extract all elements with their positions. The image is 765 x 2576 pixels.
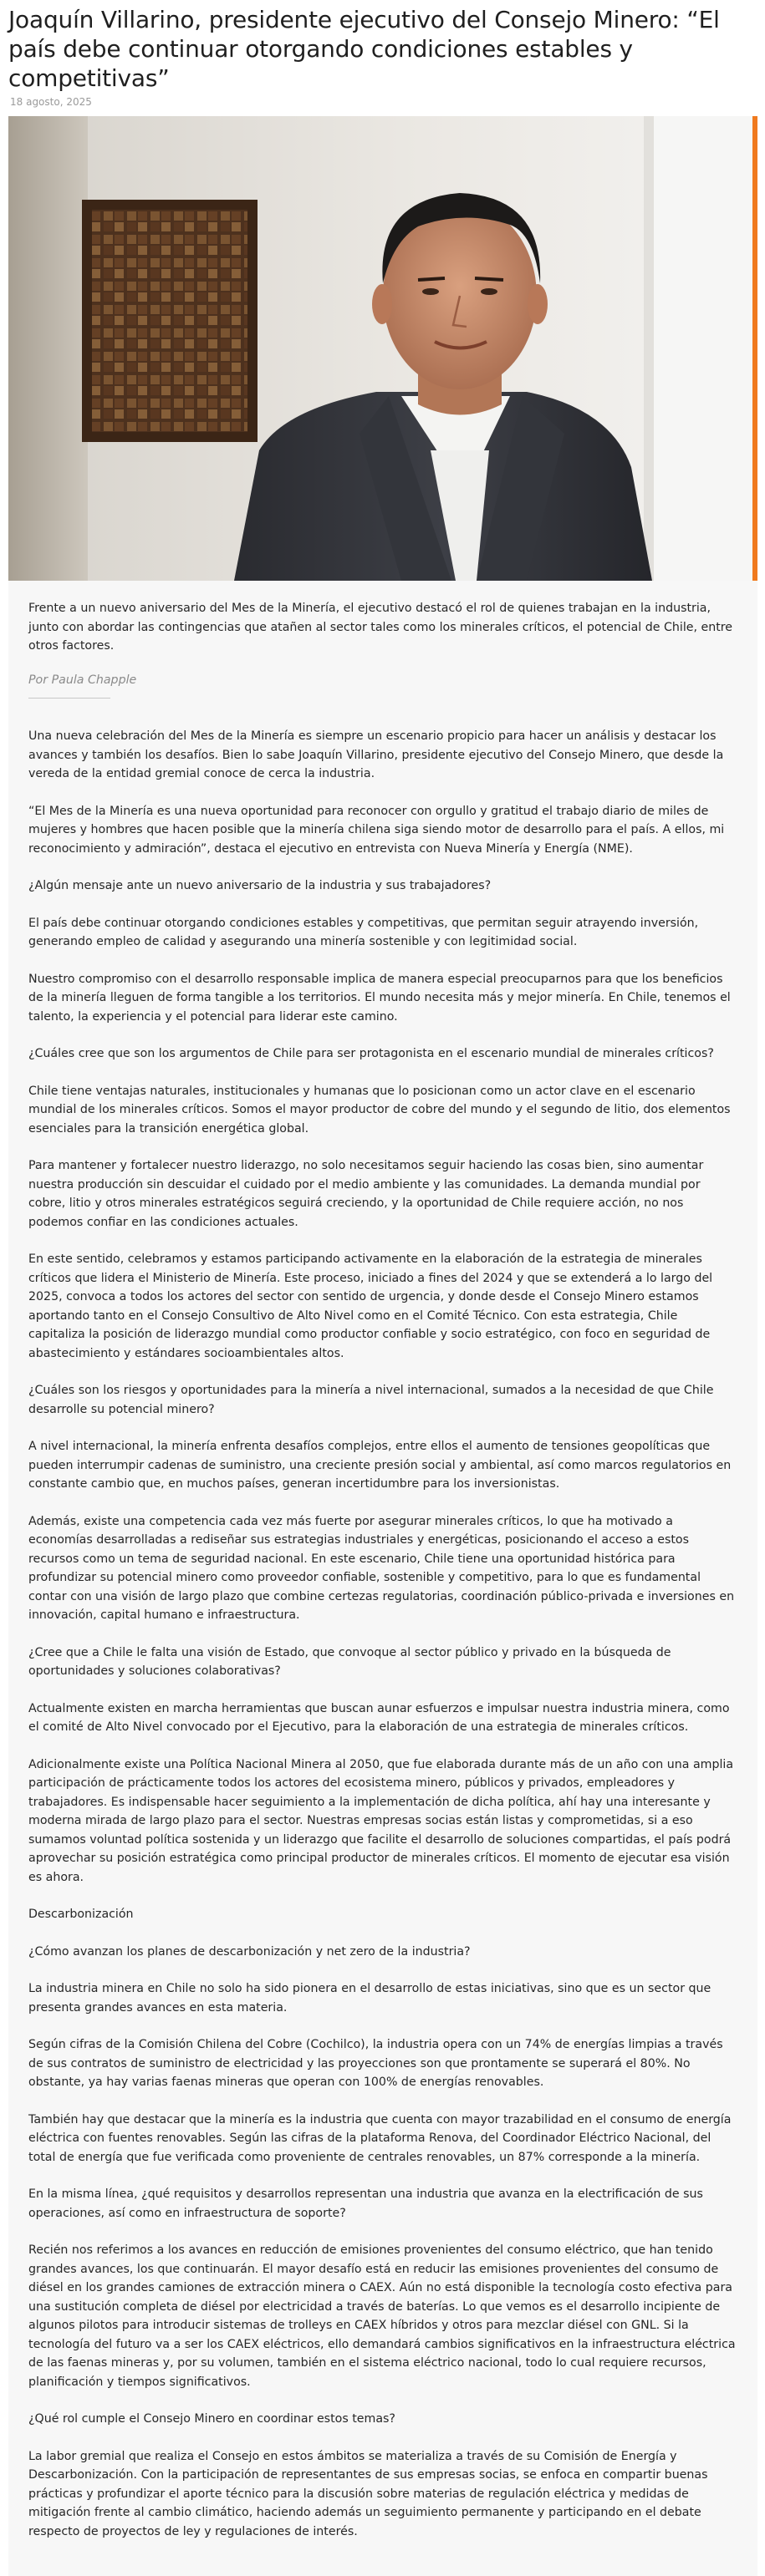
article-date: 18 agosto, 2025 [10,96,92,108]
paragraph: Nuestro compromiso con el desarrollo responsable implica de manera especial preocuparnos para que los beneficios de la minería lleguen de forma tangible a los territorios. El mundo necesita más y mejor minería. En Chile, tenemos el talento, la experiencia y el potencial para liderar este camino. [28,972,731,1024]
paragraph: La industria minera en Chile no solo ha sido pionera en el desarrollo de estas iniciativas, sino que es un sector que presenta grandes avances en esta materia. [28,1982,711,2015]
question: ¿Qué rol cumple el Consejo Minero en coordinar estos temas? [28,2412,395,2426]
question: ¿Cree que a Chile le falta una visión de Estado, que convoque al sector público y privado en la búsqueda de oportunidades y soluciones colaborativas? [28,1645,671,1678]
paragraph: “El Mes de la Minería es una nueva oportunidad para reconocer con orgullo y gratitud el trabajo diario de miles de mujeres y hombres que hacen posible que la minería chilena siga siendo motor de desarrollo para el país. A ellos, mi reconocimiento y admiración”, destaca el ejecutivo en entrevista con Nueva Minería y Energía (NME). [28,804,725,856]
paragraph: Recién nos referimos a los avances en reducción de emisiones provenientes del consumo eléctrico, que han tenido grandes avances, los que continuarán. El mayor desafío está en reducir las emisiones provenientes del consumo de diésel en los grandes camiones de extracción minera o CAEX. Aún no está disponible la tecnología costo efectiva para una sustitución completa de diésel por electricidad a través de baterías. Lo que vemos es el desarrollo incipiente de algunos pilotos para introducir sistemas de trolleys en CAEX híbridos y otros para mezclar diésel con GNL. Si la tecnología del futuro va a ser los CAEX eléctricos, ello demandará cambios significativos en la infraestructura eléctrica de las faenas mineras y, por su volumen, también en el sistema eléctrico nacional, todo lo cual requiere recursos, planificación y tiempos significativos. [28,2243,736,2389]
article-byline: Por Paula Chapple [28,673,137,687]
paragraph: También hay que destacar que la minería es la industria que cuenta con mayor trazabilidad en el consumo de energía eléctrica con fuentes renovables. Según las cifras de la plataforma Renova, del Coordinador Eléctrico Nacional, del total de energía que fue verificada como proveniente de centrales renovables, un 87% corresponde a la minería. [28,2112,732,2164]
question: En la misma línea, ¿qué requisitos y desarrollos representan una industria que avanza en la electrificación de sus operaciones, así como en infraestructura de soporte? [28,2187,703,2220]
accent-bar [752,116,757,581]
question: ¿Cuáles son los riesgos y oportunidades para la minería a nivel internacional, sumados a la necesidad de que Chile desarrolle su potencial minero? [28,1384,714,1416]
article-lead: Frente a un nuevo aniversario del Mes de la Minería, el ejecutivo destacó el rol de quienes trabajan en la industria, junto con abordar las contingencias que atañen al sector tales como los minerales críticos, el potencial de Chile, entre otros factores. [28,602,733,653]
paragraph: A nivel internacional, la minería enfrenta desafíos complejos, entre ellos el aumento de tensiones geopolíticas que pueden interrumpir cadenas de suministro, una creciente presión social y ambiental, así como marcos regulatorios en constante cambio que, en muchos países, generan incertidumbre para los inversionistas. [28,1440,732,1491]
question: ¿Algún mensaje ante un nuevo aniversario de la industria y sus trabajadores? [28,879,492,892]
divider [28,698,110,699]
paragraph: Una nueva celebración del Mes de la Minería es siempre un escenario propicio para hacer un análisis y destacar los avances y también los desafíos. Bien lo sabe Joaquín Villarino, presidente ejecutivo del Consejo Minero, que desde la vereda de la entidad gremial conoce de cerca la industria. [28,729,724,780]
paragraph: Actualmente existen en marcha herramientas que buscan aunar esfuerzos e impulsar nuestra industria minera, como el comité de Alto Nivel convocado por el Ejecutivo, para la elaboración de una estrategia de minerales críticos. [28,1701,730,1734]
paragraph: Adicionalmente existe una Política Nacional Minera al 2050, que fue elaborada durante más de un año con una amplia participación de prácticamente todos los actores del ecosistema minero, públicos y privados, empleadores y trabajadores. Es indispensable hacer seguimiento a la implementación de dicha política, ahí hay una interesante y moderna mirada de largo plazo para el sector. Nuestras empresas socias están listas y comprometidas, si a eso sumamos voluntad política sostenida y un liderazgo que facilite el desarrollo de soluciones compartidas, el país podrá aprovechar su posición estratégica como principal productor de minerales críticos. El momento de ejecutar esa visión es ahora. [28,1757,734,1884]
paragraph: Chile tiene ventajas naturales, institucionales y humanas que lo posicionan como un actor clave en el escenario mundial de los minerales críticos. Somos el mayor productor de cobre del mundo y el segundo de litio, dos elementos esenciales para la transición energética global. [28,1084,731,1136]
paragraph: Además, existe una competencia cada vez más fuerte por asegurar minerales críticos, lo que ha motivado a economías desarrolladas a rediseñar sus estrategias industriales y energéticas, posicionando el acceso a estos recursos como un tema de seguridad nacional. En este escenario, Chile tiene una oportunidad histórica para profundizar su potencial minero como proveedor confiable, sostenible y competitivo, para lo que es fundamental contar con una visión de largo plazo que combine certezas regulatorias, coordinación público-privada e inversiones en innovación, capital humano e infraestructura. [28,1514,735,1622]
paragraph: El país debe continuar otorgando condiciones estables y competitivas, que permitan seguir atrayendo inversión, generando empleo de calidad y asegurando una minería sostenible y con legitimidad social. [28,916,699,948]
question: ¿Cuáles cree que son los argumentos de Chile para ser protagonista en el escenario mundial de minerales críticos? [28,1047,714,1060]
article-title: Joaquín Villarino, presidente ejecutivo del Consejo Minero: “El país debe continuar otorgando condiciones estables y competitivas” [8,6,720,92]
paragraph: Para mantener y fortalecer nuestro liderazgo, no solo necesitamos seguir haciendo las cosas bien, sino aumentar nuestra producción sin descuidar el cuidado por el medio ambiente y las comunidades. La demanda mundial por cobre, litio y otros minerales estratégicos seguirá creciendo, y la oportunidad de Chile requiere acción, no nos podemos confiar en las condiciones actuales. [28,1159,704,1229]
paragraph: La labor gremial que realiza el Consejo en estos ámbitos se materializa a través de su Comisión de Energía y Descarbonización. Con la participación de representantes de sus empresas socias, se enfoca en compartir buenas prácticas y profundizar el aporte técnico para la discusión sobre materias de regulación eléctrica y medidas de mitigación frente al cambio climático, haciendo además un seguimiento permanente y participando en el debate respecto de proyectos de ley y regulaciones de interés. [28,2449,708,2538]
paragraph: En este sentido, celebramos y estamos participando activamente en la elaboración de la estrategia de minerales críticos que lidera el Ministerio de Minería. Este proceso, iniciado a fines del 2024 y que se extenderá a lo largo del 2025, convoca a todos los actores del sector con sentido de urgencia, y donde desde el Consejo Minero estamos aportando tanto en el Consejo Consultivo de Alto Nivel como en el Comité Técnico. Con esta estrategia, Chile capitaliza la posición de liderazgo mundial como productor confiable y socio estratégico, con foco en seguridad de abastecimiento y estándares socioambientales altos. [28,1252,713,1360]
paragraph: Según cifras de la Comisión Chilena del Cobre (Cochilco), la industria opera con un 74% de energías limpias a través de sus contratos de suministro de electricidad y las proyecciones son que prontamente se superará el 80%. No obstante, ya hay varias faenas mineras que operan con 100% de energías renovables. [28,2038,723,2089]
hero-photo [8,116,757,581]
question: ¿Cómo avanzan los planes de descarbonización y net zero de la industria? [28,1944,471,1959]
article-body [8,581,757,2576]
portrait-illustration [8,116,757,581]
section-heading: Descarbonización [28,1908,134,1921]
